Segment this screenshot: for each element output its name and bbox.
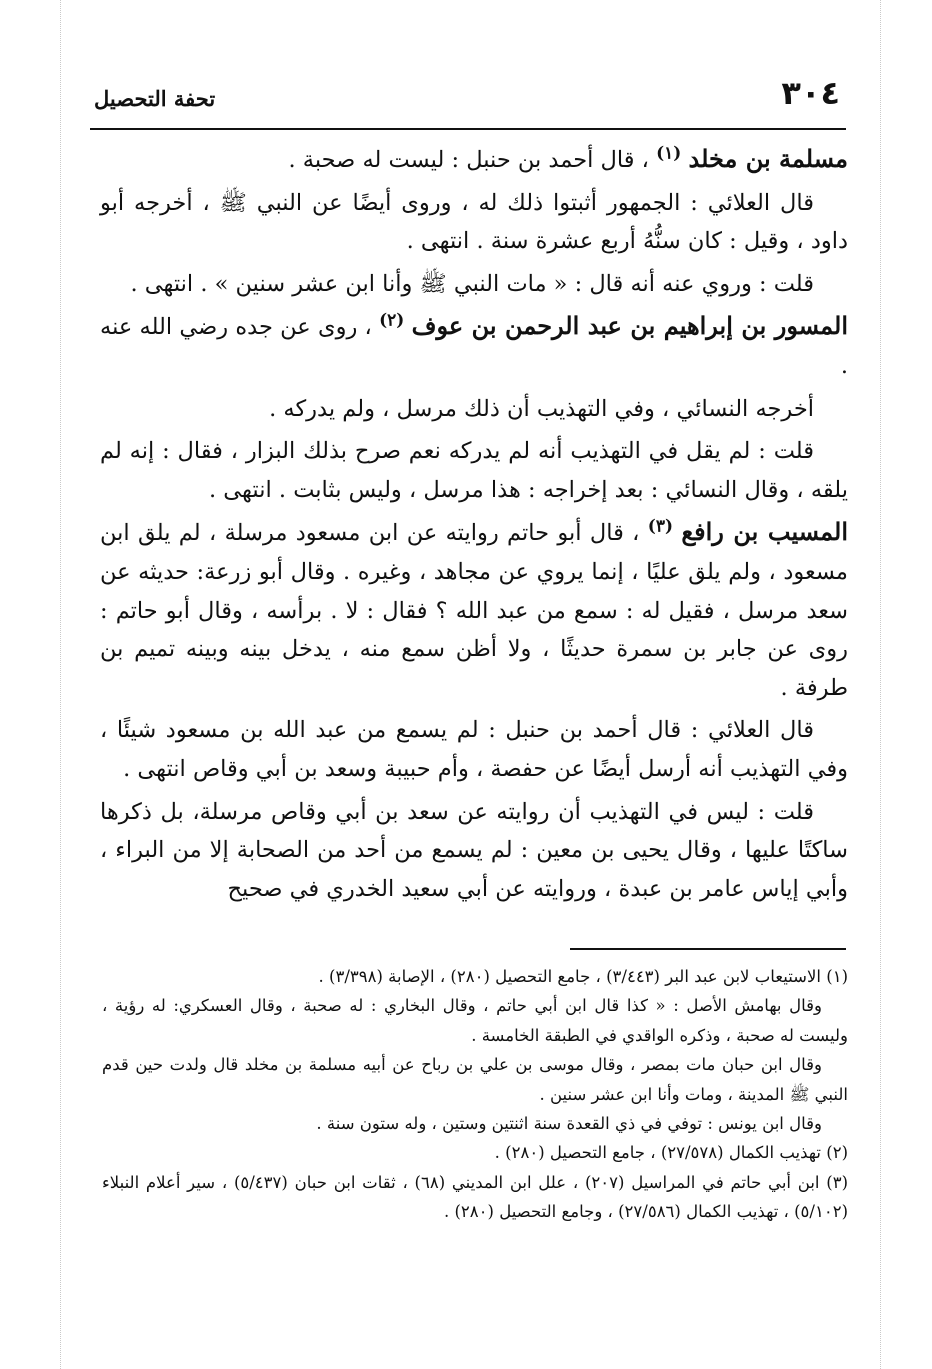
entry-name: المسور بن إبراهيم بن عبد الرحمن بن عوف	[411, 311, 849, 341]
main-text	[100, 140, 848, 912]
footnote-reference: (٣)	[647, 516, 674, 537]
footnote-reference: (١)	[656, 143, 682, 164]
running-title: تحفة التحصيل	[94, 86, 216, 111]
paragraph: قال العلائي : قال أحمد بن حنبل : لم يسمع من عبد الله بن مسعود شيئًا ، وفي التهذيب أنه أرسل أيضًا عن حفصة ، وأم حبيبة وسعد بن أبي وقاص انتهى .	[100, 717, 848, 782]
footnotes	[102, 962, 848, 1227]
entry-text: ، روى عن جده رضي الله عنه .	[100, 314, 848, 379]
entry-name: المسيب بن رافع	[681, 517, 848, 547]
scan-dotted-line	[60, 0, 61, 1369]
paragraph: قلت : لم يقل في التهذيب أنه لم يدركه نعم صرح بذلك البزار ، فقال : إنه لم يلقه ، وقال النسائي : بعد إخراجه : هذا مرسل ، وليس بثابت . انتهى .	[100, 438, 848, 503]
footnote: (٣) ابن أبي حاتم في المراسيل (٢٠٧) ، علل ابن المديني (٦٨) ، ثقات ابن حبان (٥/٤٣٧) ، سير أعلام النبلاء (٥/١٠٢) ، تهذيب الكمال (٢٧/٥٨٦) ، وجامع التحصيل (٢٨٠) .	[102, 1172, 849, 1222]
footnote: (٢) تهذيب الكمال (٢٧/٥٧٨) ، جامع التحصيل (٢٨٠) .	[494, 1143, 848, 1163]
page-header	[90, 74, 846, 130]
paragraph: أخرجه النسائي ، وفي التهذيب أن ذلك مرسل ، ولم يدركه .	[269, 395, 814, 422]
entry-text: ، قال أبو حاتم روايته عن ابن مسعود مرسلة ، لم يلق ابن مسعود ، ولم يلق عليًا ، إنما يروي عن مجاهد ، وغيره . وقال أبو زرعة: حديثه عن سعد مرسل ، فقيل له : سمع من عبد الله ؟ فقال : لا . برأسه ، وقال أبو حاتم : روى عن جابر بن سمرة حديثًا ، ولا أظن سمع منه ، يدخل بينه وبينه تميم بن طرفة .	[100, 520, 848, 701]
page-number: ٣٠٤	[781, 74, 840, 112]
footnote-reference: (٢)	[379, 310, 405, 331]
footnote-continuation: وقال بهامش الأصل : « كذا قال ابن أبي حاتم ، وقال البخاري : له صحبة ، وقال العسكري: له رؤية ، وليست له صحبة ، وذكره الواقدي في الطبقة الخامسة .	[102, 996, 848, 1045]
footnote-continuation: وقال ابن يونس : توفي في ذي القعدة سنة اثنتين وستين ، وله ستون سنة .	[316, 1114, 822, 1134]
entry-paragraph	[100, 307, 848, 385]
entry-name: مسلمة بن مخلد	[688, 144, 848, 173]
footnote-continuation: وقال ابن حبان مات بمصر ، وقال موسى بن علي بن رباح عن أبيه مسلمة بن مخلد قال ولدت حين قدم النبي ﷺ المدينة ، ومات وأنا ابن عشر سنين .	[102, 1055, 848, 1104]
footnote-divider	[570, 948, 846, 950]
entry-text: ، قال أحمد بن حنبل : ليست له صحبة .	[288, 147, 649, 173]
paragraph: قلت : وروي عنه أنه قال : « مات النبي ﷺ وأنا ابن عشر سنين » . انتهى .	[130, 270, 814, 297]
footnote: (١) الاستيعاب لابن عبد البر (٣/٤٤٣) ، جامع التحصيل (٢٨٠) ، الإصابة (٣/٣٩٨) .	[318, 967, 848, 986]
paragraph: قال العلائي : الجمهور أثبتوا ذلك له ، وروى أيضًا عن النبي ﷺ ، أخرجه أبو داود ، وقيل : كان سنُّهُ أربع عشرة سنة . انتهى .	[100, 189, 848, 255]
entry-paragraph	[100, 140, 848, 180]
entry-paragraph	[100, 513, 848, 707]
scan-dotted-line	[880, 0, 881, 1369]
paragraph: قلت : ليس في التهذيب أن روايته عن سعد بن أبي وقاص مرسلة، بل ذكرها ساكتًا عليها ، وقال يحيى بن معين : لم يسمع من أحد من الصحابة إلا من البراء ، وأبي إياس عامر بن عبدة ، وروايته عن أبي سعيد الخدري في صحيح	[100, 798, 848, 902]
